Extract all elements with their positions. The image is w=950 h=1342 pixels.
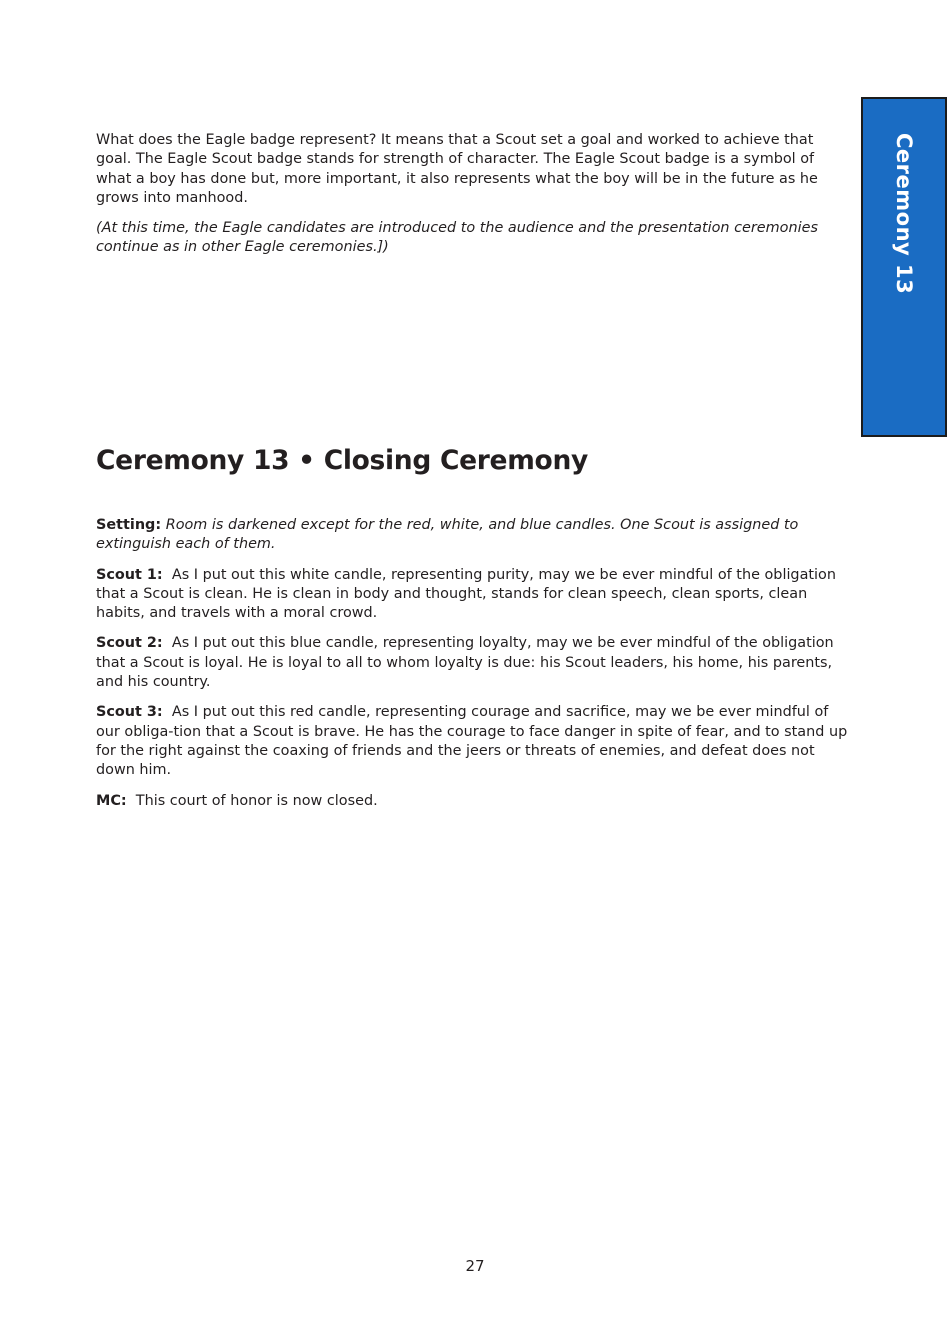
setting-label: Setting: [96, 517, 162, 533]
line-text: As I put out this white candle, representing purity, may we be ever mindful of the obligation that a Scout is clean. He is clean in body and thought, stands for clean speech, clean sports, clean habits, and travels with a moral crowd. [96, 566, 836, 622]
chapter-side-tab [861, 97, 947, 437]
speaker-label: MC: [96, 792, 127, 809]
intro-note: (At this time, the Eagle candidates are introduced to the audience and the presentation ceremonies continue as in other Eagle ceremonies.]) [96, 220, 818, 256]
ceremony-script [96, 516, 852, 822]
line-text: As I put out this red candle, representing courage and sacrifice, may we be ever mindful of our obliga-tion that a Scout is brave. He has the courage to face danger in spite of fear, and to stand up for the right against the coaxing of friends and the jeers or threats of enemies, and defeat does not down him. [96, 704, 848, 779]
line-text: As I put out this blue candle, representing loyalty, may we be ever mindful of the obligation that a Scout is loyal. He is loyal to all to whom loyalty is due: his Scout leaders, his home, his parents, and his country. [96, 635, 834, 691]
speaker-label: Scout 1: [96, 566, 163, 583]
intro-section [96, 131, 852, 269]
line-text: This court of honor is now closed. [135, 792, 378, 809]
script-line [96, 634, 852, 692]
setting-text: Room is darkened except for the red, white, and blue candles. One Scout is assigned to extinguish each of them. [96, 517, 799, 553]
intro-paragraph: What does the Eagle badge represent? It means that a Scout set a goal and worked to achieve that goal. The Eagle Scout badge stands for strength of character. The Eagle Scout badge is a symbol of what a boy has done but, more important, it also represents what the boy will be in the future as he grows into manhood. [96, 132, 818, 206]
section-heading: Ceremony 13 • Closing Ceremony [96, 445, 588, 476]
setting-paragraph [96, 516, 852, 555]
speaker-label: Scout 2: [96, 635, 163, 652]
chapter-side-tab-label: Ceremony 13 [892, 133, 916, 295]
script-line [96, 792, 852, 811]
script-line [96, 566, 852, 624]
speaker-label: Scout 3: [96, 704, 163, 721]
script-line [96, 703, 852, 780]
page-number: 27 [465, 1257, 485, 1275]
